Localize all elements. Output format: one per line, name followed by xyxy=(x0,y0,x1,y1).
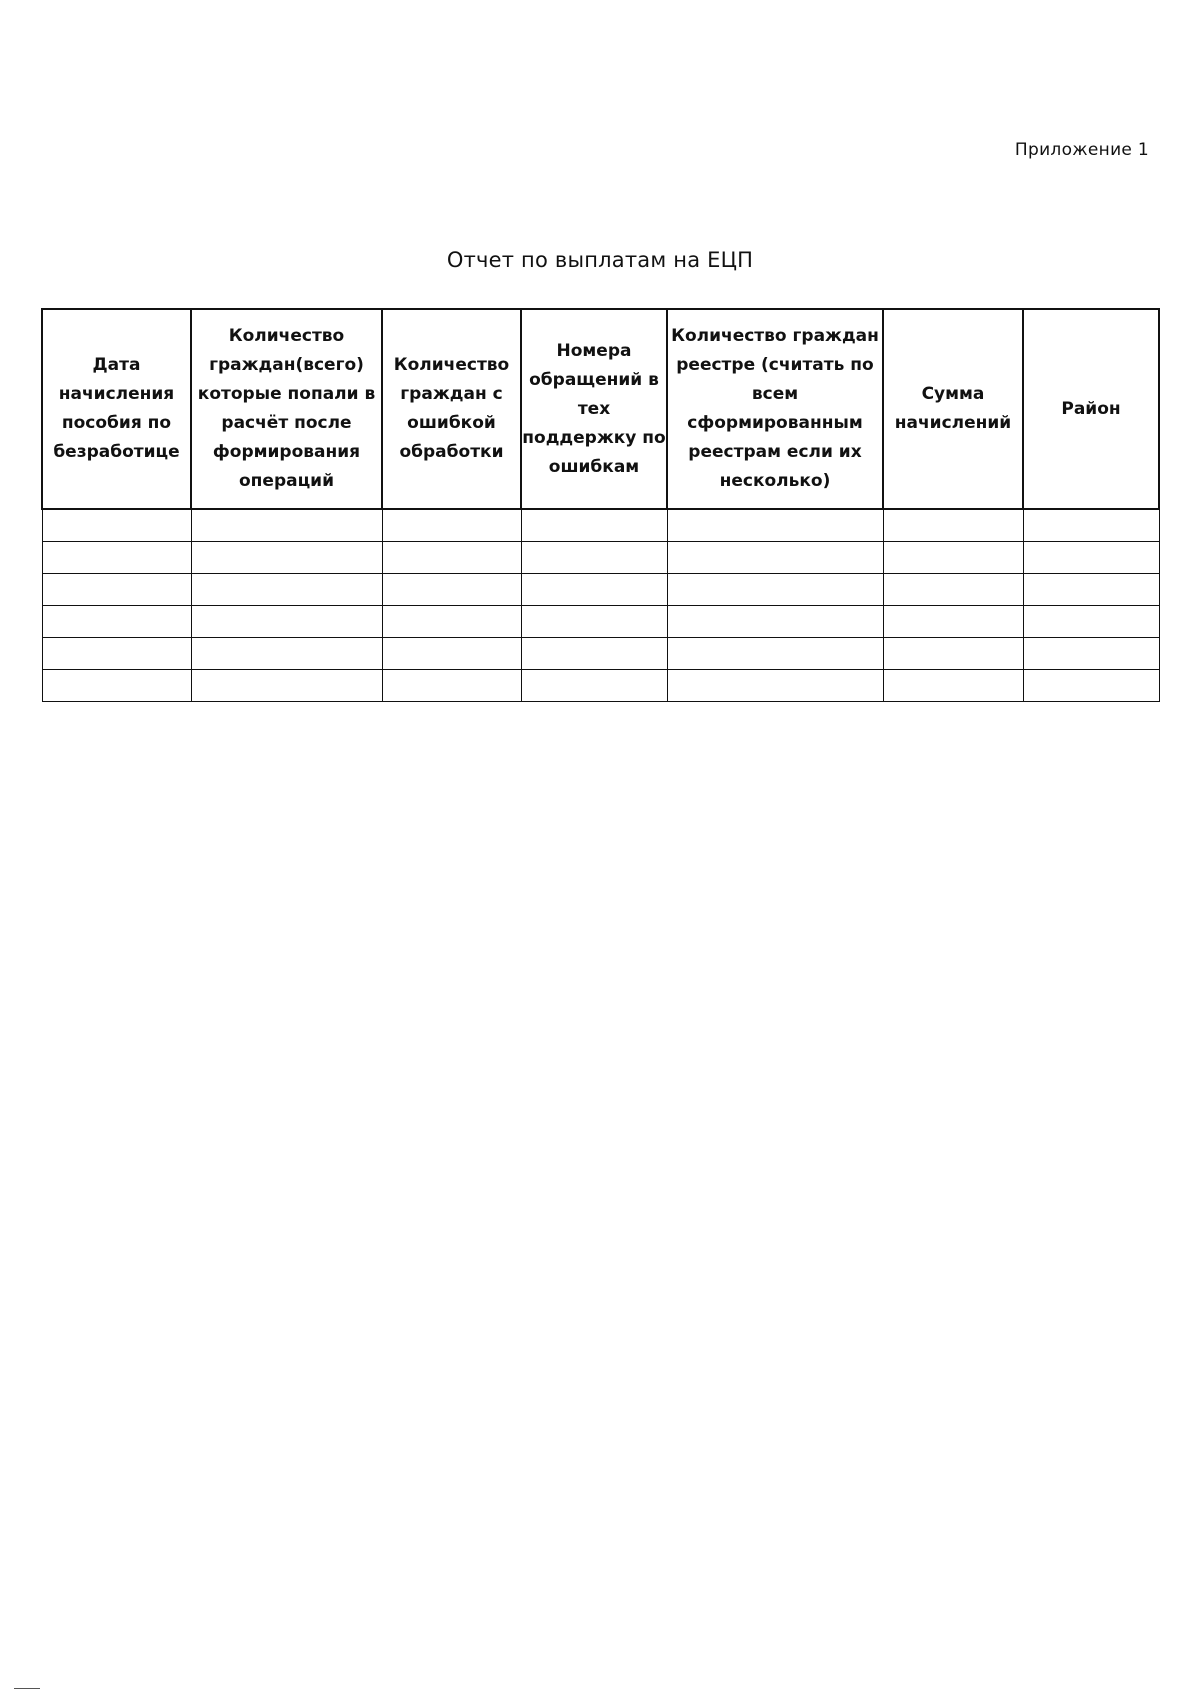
table-cell xyxy=(1023,542,1159,574)
table-cell xyxy=(1023,638,1159,670)
table-row xyxy=(42,638,1159,670)
table-cell xyxy=(521,542,667,574)
table-header xyxy=(42,309,1159,509)
table-cell xyxy=(1023,574,1159,606)
table-cell xyxy=(667,670,883,702)
column-header-district: Район xyxy=(1023,309,1159,509)
header-row xyxy=(42,309,1159,509)
table-cell xyxy=(191,509,382,542)
column-header-citizens-in-registry: Количество граждан реестре (считать по всем сформированным реестрам если их несколько) xyxy=(667,309,883,509)
table-cell xyxy=(191,638,382,670)
table-cell xyxy=(883,509,1023,542)
table-cell xyxy=(382,670,521,702)
table-cell xyxy=(667,606,883,638)
table-cell xyxy=(1023,606,1159,638)
table-row xyxy=(42,509,1159,542)
table-cell xyxy=(42,574,191,606)
column-header-accrual-sum: Сумма начислений xyxy=(883,309,1023,509)
column-header-support-ticket-numbers: Номера обращений в тех поддержку по ошибкам xyxy=(521,309,667,509)
table-cell xyxy=(521,638,667,670)
table-cell xyxy=(42,670,191,702)
table-row xyxy=(42,542,1159,574)
table-cell xyxy=(382,606,521,638)
table-cell xyxy=(521,509,667,542)
table-cell xyxy=(667,509,883,542)
table-cell xyxy=(1023,670,1159,702)
table-cell xyxy=(667,638,883,670)
table-cell xyxy=(667,574,883,606)
table-cell xyxy=(382,638,521,670)
report-table xyxy=(41,308,1160,702)
table-cell xyxy=(883,574,1023,606)
table-cell xyxy=(382,542,521,574)
table-cell xyxy=(191,670,382,702)
table-cell xyxy=(521,574,667,606)
table-cell xyxy=(667,542,883,574)
table-cell xyxy=(521,606,667,638)
table-row xyxy=(42,606,1159,638)
table-cell xyxy=(382,574,521,606)
report-title: Отчет по выплатам на ЕЦП xyxy=(446,248,754,272)
table-cell xyxy=(382,509,521,542)
table-cell xyxy=(191,606,382,638)
column-header-accrual-date: Дата начисления пособия по безработице xyxy=(42,309,191,509)
column-header-citizens-total: Количество граждан(всего) которые попали в расчёт после формирования операций xyxy=(191,309,382,509)
table-cell xyxy=(521,670,667,702)
table-cell xyxy=(42,542,191,574)
table-cell xyxy=(883,542,1023,574)
table-cell xyxy=(191,542,382,574)
table-row xyxy=(42,670,1159,702)
table-body xyxy=(42,509,1159,702)
scan-edge-mark xyxy=(14,1688,40,1689)
table-cell xyxy=(191,574,382,606)
table-cell xyxy=(1023,509,1159,542)
column-header-citizens-with-errors: Количество граждан с ошибкой обработки xyxy=(382,309,521,509)
table-cell xyxy=(42,638,191,670)
appendix-label: Приложение 1 xyxy=(1014,140,1149,160)
table-row xyxy=(42,574,1159,606)
table-cell xyxy=(883,670,1023,702)
table-cell xyxy=(883,638,1023,670)
table-cell xyxy=(42,606,191,638)
table-cell xyxy=(42,509,191,542)
table-cell xyxy=(883,606,1023,638)
